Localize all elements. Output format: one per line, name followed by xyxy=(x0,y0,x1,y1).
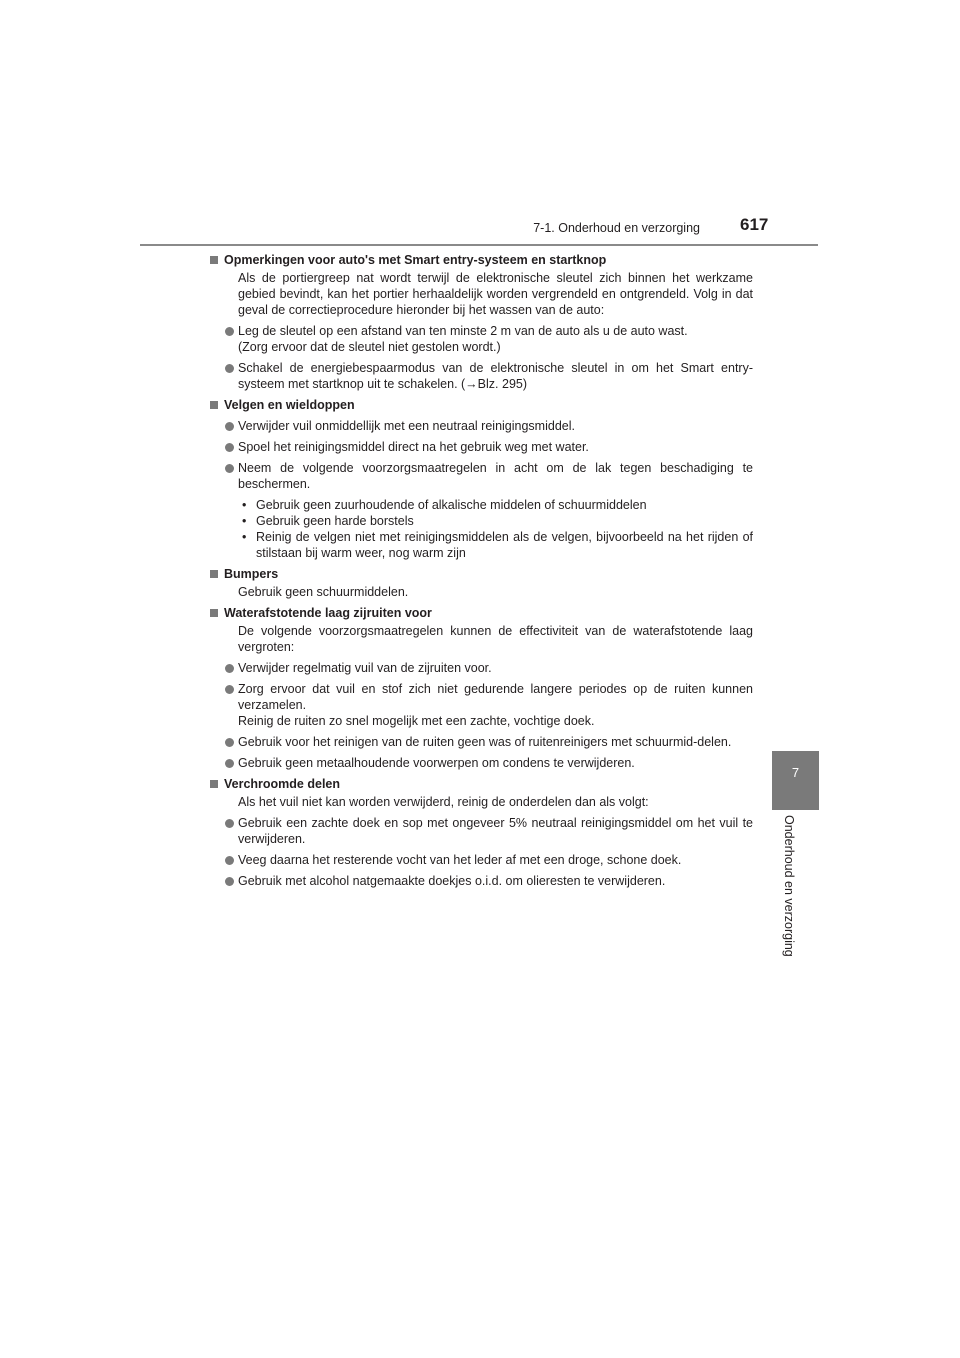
chapter-tab xyxy=(772,751,819,810)
dot-marker-icon: • xyxy=(242,498,247,512)
heading-text: Opmerkingen voor auto's met Smart entry-systeem en startknop xyxy=(224,253,607,267)
section-paragraph: Gebruik geen schuurmiddelen. xyxy=(238,585,409,599)
round-bullet-icon xyxy=(225,327,234,336)
heading-text: Waterafstotende laag zijruiten voor xyxy=(224,606,432,620)
sub-list xyxy=(207,497,753,561)
heading-text: Velgen en wieldoppen xyxy=(224,398,355,412)
list-item: Gebruik een zachte doek en sop met ongeveer 5% neutraal reinigingsmiddel om het vuil te verwijderen. xyxy=(207,815,753,847)
section-verchroomde-delen xyxy=(207,776,753,889)
round-bullet-icon xyxy=(225,422,234,431)
round-bullet-icon xyxy=(225,464,234,473)
dot-marker-icon: • xyxy=(242,530,247,544)
round-bullet-icon xyxy=(225,685,234,694)
list-item: Gebruik voor het reinigen van de ruiten geen was of ruitenreinigers met schuurmid-delen. xyxy=(207,734,753,750)
list-item: Gebruik geen metaalhoudende voorwerpen om condens te verwijderen. xyxy=(207,755,753,771)
sub-list-item: • Gebruik geen zuurhoudende of alkalische middelen of schuurmiddelen xyxy=(242,498,647,512)
round-bullet-icon xyxy=(225,443,234,452)
dot-marker-icon: • xyxy=(242,514,247,528)
section-heading xyxy=(207,397,753,413)
section-heading xyxy=(207,776,753,792)
heading-text: Bumpers xyxy=(224,567,279,581)
page-content xyxy=(207,252,753,894)
section-paragraph: Als het vuil niet kan worden verwijderd, reinig de onderdelen dan als volgt: xyxy=(238,795,649,809)
section-heading xyxy=(207,605,753,621)
round-bullet-icon xyxy=(225,738,234,747)
header-divider xyxy=(140,244,818,246)
round-bullet-icon xyxy=(225,819,234,828)
round-bullet-icon xyxy=(225,856,234,865)
sub-list-item: • Gebruik geen harde borstels xyxy=(242,514,414,528)
square-bullet-icon xyxy=(210,570,218,578)
round-bullet-icon xyxy=(225,364,234,373)
section-velgen xyxy=(207,397,753,561)
list-item: Leg de sleutel op een afstand van ten minste 2 m van de auto als u de auto wast. (Zorg ervoor dat de sleutel niet gestolen wordt.) xyxy=(207,323,753,355)
list-item: Verwijder vuil onmiddellijk met een neutraal reinigingsmiddel. xyxy=(207,418,753,434)
section-heading xyxy=(207,566,753,582)
page-number: 617 xyxy=(740,215,769,234)
square-bullet-icon xyxy=(210,780,218,788)
round-bullet-icon xyxy=(225,664,234,673)
section-smart-entry xyxy=(207,252,753,392)
list-item: Verwijder regelmatig vuil van de zijruiten voor. xyxy=(207,660,753,676)
list-item: Gebruik met alcohol natgemaakte doekjes o.i.d. om olieresten te verwijderen. xyxy=(207,873,753,889)
chapter-number: 7 xyxy=(791,765,800,780)
section-paragraph: Als de portiergreep nat wordt terwijl de elektronische sleutel zich binnen het werkzame gebied bevindt, kan het portier herhaaldelijk worden vergrendeld en ontgrendeld. Volg in dat geval de correctieprocedure hieronder bij het wassen van de auto: xyxy=(238,271,753,317)
square-bullet-icon xyxy=(210,256,218,264)
heading-text: Verchroomde delen xyxy=(224,777,341,791)
chapter-label-container xyxy=(774,815,814,975)
list-item: Neem de volgende voorzorgsmaatregelen in acht om de lak tegen beschadiging te beschermen. xyxy=(207,460,753,492)
section-waterafstotende-laag xyxy=(207,605,753,771)
list-item: Veeg daarna het resterende vocht van het leder af met een droge, schone doek. xyxy=(207,852,753,868)
list-item: Spoel het reinigingsmiddel direct na het gebruik weg met water. xyxy=(207,439,753,455)
list-item: Zorg ervoor dat vuil en stof zich niet gedurende langere periodes op de ruiten kunnen verzamelen. Reinig de ruiten zo snel mogelijk met een zachte, vochtige doek. xyxy=(207,681,753,729)
chapter-label: Onderhoud en verzorging xyxy=(782,815,796,957)
round-bullet-icon xyxy=(225,877,234,886)
square-bullet-icon xyxy=(210,401,218,409)
section-paragraph: De volgende voorzorgsmaatregelen kunnen de effectiviteit van de waterafstotende laag vergroten: xyxy=(238,624,753,654)
section-heading xyxy=(207,252,753,268)
sub-list-item: • Reinig de velgen niet met reinigingsmiddelen als de velgen, bijvoorbeeld na het rijden of stilstaan bij warm weer, nog warm zijn xyxy=(242,530,753,560)
list-item: Schakel de energiebespaarmodus van de elektronische sleutel in om het Smart entry-systeem met startknop uit te schakelen. (→Blz. 295) xyxy=(207,360,753,392)
header-section-title: 7-1. Onderhoud en verzorging xyxy=(533,221,700,235)
section-bumpers xyxy=(207,566,753,600)
square-bullet-icon xyxy=(210,609,218,617)
round-bullet-icon xyxy=(225,759,234,768)
